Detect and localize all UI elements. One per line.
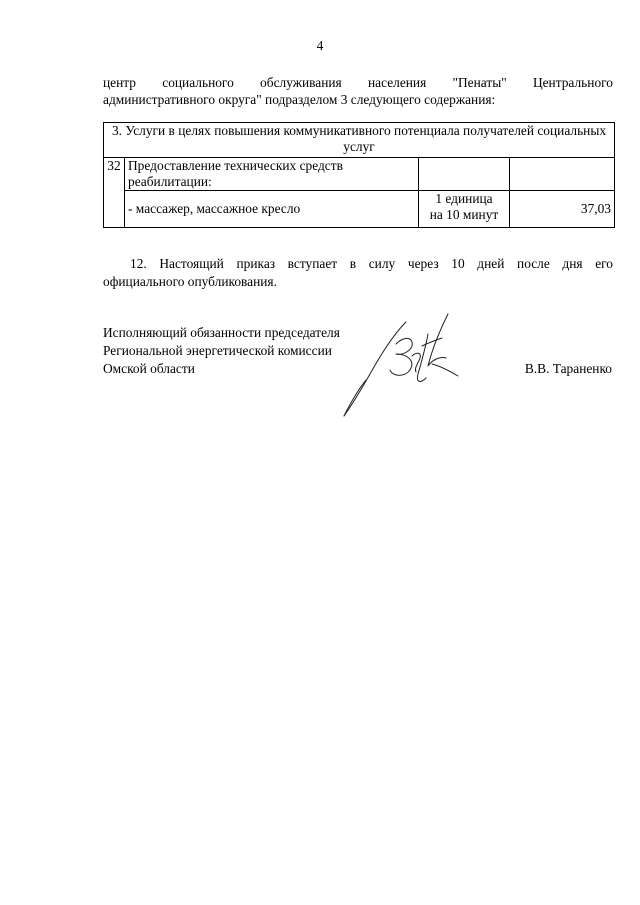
table-section-row (104, 123, 615, 158)
row-number: 32 (104, 158, 125, 228)
paragraph-12-line-1: 12. Настоящий приказ вступает в силу через 10 дней после дня его (130, 256, 613, 271)
unit-cell-empty (419, 158, 510, 191)
position-line-3: Омской области (103, 361, 195, 376)
unit-line-1: 1 единица (435, 191, 493, 206)
price-cell-empty (510, 158, 615, 191)
paragraph-12 (103, 255, 613, 291)
table-row (104, 158, 615, 191)
handwritten-signature (336, 304, 466, 422)
intro-line-1: центр социального обслуживания населения "Пенаты" Центрального (103, 75, 613, 90)
table-section-header: 3. Услуги в целях повышения коммуникативного потенциала получателей социальных услуг (104, 123, 615, 158)
table-row (104, 191, 615, 228)
signatory-position (103, 324, 340, 378)
service-title-cell: Предоставление технических средств реабилитации: (125, 158, 419, 191)
services-table (103, 122, 615, 228)
unit-cell (419, 191, 510, 228)
position-line-2: Региональной энергетической комиссии (103, 343, 332, 358)
intro-text (103, 74, 613, 108)
intro-line-2: административного округа" подразделом 3 следующего содержания: (103, 92, 496, 107)
price-cell: 37,03 (510, 191, 615, 228)
page-number: 4 (316, 38, 324, 53)
position-line-1: Исполняющий обязанности председателя (103, 325, 340, 340)
item-name-cell: - массажер, массажное кресло (125, 191, 419, 228)
paragraph-12-line-2: официального опубликования. (103, 274, 277, 289)
signatory-name: В.В. Тараненко (524, 361, 612, 376)
unit-line-2: на 10 минут (429, 207, 499, 222)
